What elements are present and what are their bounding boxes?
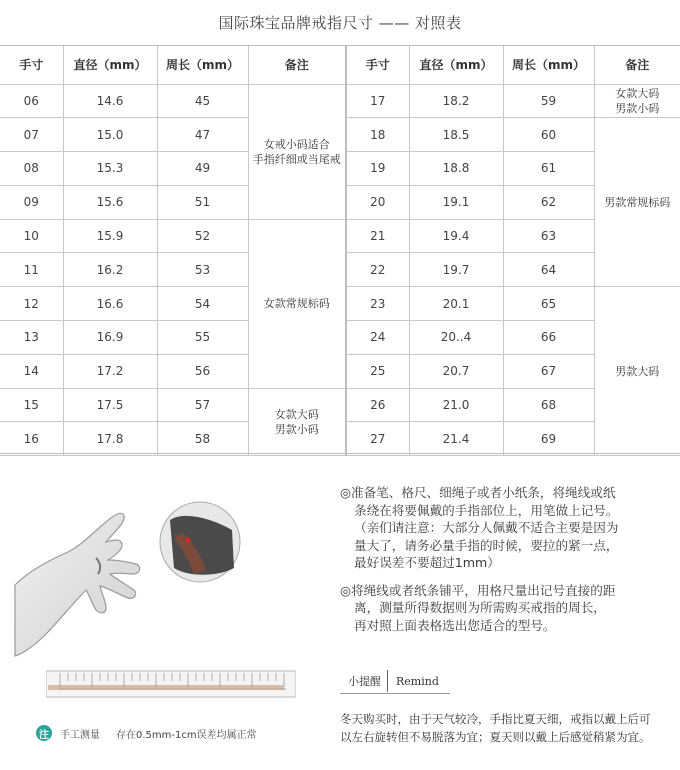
cell-size: 23 xyxy=(346,287,409,321)
cell-circumference: 45 xyxy=(157,84,248,118)
cell-size: 08 xyxy=(0,152,63,186)
cell-circumference: 66 xyxy=(503,321,594,355)
cell-diameter: 20.7 xyxy=(409,354,503,388)
cell-size: 06 xyxy=(0,84,63,118)
footnote xyxy=(36,723,257,743)
cell-size: 26 xyxy=(346,388,409,422)
note-text: 手指纤细或当尾戒 xyxy=(252,152,341,166)
header-diameter: 直径（mm） xyxy=(409,46,503,84)
cell-size: 12 xyxy=(0,287,63,321)
cell-circumference: 60 xyxy=(503,118,594,152)
header-note: 备注 xyxy=(594,46,680,84)
cell-diameter: 15.0 xyxy=(63,118,157,152)
table-header-row xyxy=(0,46,680,84)
cell-circumference: 65 xyxy=(503,287,594,321)
instruction-line: ◎将绳线或者纸条铺平，用格尺量出记号直接的距 xyxy=(340,582,616,598)
cell-diameter: 18.2 xyxy=(409,84,503,118)
remind-line: 冬天购买时，由于天气较冷，手指比夏天细，戒指以戴上后可 xyxy=(340,712,651,726)
cell-circumference: 49 xyxy=(157,152,248,186)
measure-instructions xyxy=(340,484,670,634)
cell-size: 21 xyxy=(346,219,409,253)
cell-circumference: 51 xyxy=(157,185,248,219)
remind-heading xyxy=(340,670,670,692)
cell-diameter: 19.7 xyxy=(409,253,503,287)
cell-diameter: 21.4 xyxy=(409,422,503,456)
instruction-line: 量大了，请务必量手指的时候，要拉的紧一点， xyxy=(354,537,619,553)
cell-size: 27 xyxy=(346,422,409,456)
cell-circumference: 57 xyxy=(157,388,248,422)
cell-size: 07 xyxy=(0,118,63,152)
cell-diameter: 18.8 xyxy=(409,152,503,186)
header-diameter: 直径（mm） xyxy=(63,46,157,84)
cell-circumference: 69 xyxy=(503,422,594,456)
footnote-text: 存在0.5mm-1cm误差均属正常 xyxy=(116,729,257,741)
table-row xyxy=(0,84,680,118)
note-text: 女戒小码适合 xyxy=(263,137,330,151)
cell-circumference: 64 xyxy=(503,253,594,287)
header-size: 手寸 xyxy=(346,46,409,84)
note-left-large xyxy=(248,388,346,456)
cell-diameter: 16.6 xyxy=(63,287,157,321)
cell-size: 09 xyxy=(0,185,63,219)
cell-diameter: 17.5 xyxy=(63,388,157,422)
note-left-small xyxy=(248,84,346,219)
cell-circumference: 61 xyxy=(503,152,594,186)
note-text: 男款小码 xyxy=(274,422,319,436)
cell-diameter: 18.5 xyxy=(409,118,503,152)
instruction-line: （亲们请注意：大部分人佩戴不适合主要是因为 xyxy=(354,520,619,535)
cell-circumference: 55 xyxy=(157,321,248,355)
note-left-regular: 女款常规标码 xyxy=(248,219,346,388)
cell-circumference: 58 xyxy=(157,422,248,456)
cell-circumference: 67 xyxy=(503,354,594,388)
cell-circumference: 52 xyxy=(157,219,248,253)
cell-size: 16 xyxy=(0,422,63,456)
cell-diameter: 17.2 xyxy=(63,354,157,388)
cell-circumference: 53 xyxy=(157,253,248,287)
cell-size: 17 xyxy=(346,84,409,118)
cell-diameter: 20..4 xyxy=(409,321,503,355)
instruction-line: 离，测量所得数据则为所需购买戒指的周长， xyxy=(354,600,606,615)
cell-diameter: 17.8 xyxy=(63,422,157,456)
note-right-small xyxy=(594,84,680,118)
cell-circumference: 56 xyxy=(157,354,248,388)
cell-diameter: 16.9 xyxy=(63,321,157,355)
size-table xyxy=(0,45,680,454)
note-text: 男款小码 xyxy=(615,101,660,115)
page-title: 国际珠宝品牌戒指尺寸 —— 对照表 xyxy=(218,14,462,32)
cell-diameter: 19.1 xyxy=(409,185,503,219)
cell-size: 13 xyxy=(0,321,63,355)
cell-circumference: 68 xyxy=(503,388,594,422)
instruction-line: 条绕在将要佩戴的手指部位上，用笔做上记号。 xyxy=(354,502,619,518)
cell-size: 24 xyxy=(346,321,409,355)
instruction-line: 再对照上面表格选出您适合的型号。 xyxy=(354,617,556,633)
cell-size: 15 xyxy=(0,388,63,422)
cell-size: 18 xyxy=(346,118,409,152)
cell-circumference: 63 xyxy=(503,219,594,253)
cell-circumference: 62 xyxy=(503,185,594,219)
remind-label-en: Remind xyxy=(396,674,439,688)
remind-label: 小提醒 xyxy=(348,675,381,688)
header-circumference: 周长（mm） xyxy=(157,46,248,84)
cell-diameter: 15.3 xyxy=(63,152,157,186)
cell-size: 14 xyxy=(0,354,63,388)
ruler-illustration xyxy=(46,665,296,705)
cell-circumference: 47 xyxy=(157,118,248,152)
cell-size: 10 xyxy=(0,219,63,253)
header-circumference: 周长（mm） xyxy=(503,46,594,84)
cell-circumference: 59 xyxy=(503,84,594,118)
cell-diameter: 16.2 xyxy=(63,253,157,287)
cell-diameter: 15.6 xyxy=(63,185,157,219)
table-row xyxy=(0,219,680,253)
cell-size: 25 xyxy=(346,354,409,388)
cell-size: 22 xyxy=(346,253,409,287)
header-size: 手寸 xyxy=(0,46,63,84)
note-badge-icon: 注 xyxy=(36,725,52,741)
hand-icon xyxy=(15,513,140,656)
cell-diameter: 19.4 xyxy=(409,219,503,253)
header-note: 备注 xyxy=(248,46,346,84)
note-right-large: 男款大码 xyxy=(594,287,680,456)
instruction-line: 最好误差不要超过1mm） xyxy=(354,555,500,570)
note-right-regular: 男款常规标码 xyxy=(594,118,680,287)
cell-size: 11 xyxy=(0,253,63,287)
cell-circumference: 54 xyxy=(157,287,248,321)
note-text: 女款大码 xyxy=(615,86,660,100)
footnote-label: 手工测量 xyxy=(60,729,100,741)
cell-diameter: 14.6 xyxy=(63,84,157,118)
table-row xyxy=(0,388,680,422)
remind-text xyxy=(340,710,670,746)
instruction-line: ◎准备笔、格尺、细绳子或者小纸条，将绳线或纸 xyxy=(340,485,616,500)
cell-size: 19 xyxy=(346,152,409,186)
cell-size: 20 xyxy=(346,185,409,219)
cell-diameter: 15.9 xyxy=(63,219,157,253)
cell-diameter: 20.1 xyxy=(409,287,503,321)
remind-line: 以左右旋转但不易脱落为宜；夏天则以戴上后感觉稍紧为宜。 xyxy=(340,730,651,744)
cell-diameter: 21.0 xyxy=(409,388,503,422)
remind-underline xyxy=(340,693,450,694)
note-text: 女款大码 xyxy=(274,407,319,421)
